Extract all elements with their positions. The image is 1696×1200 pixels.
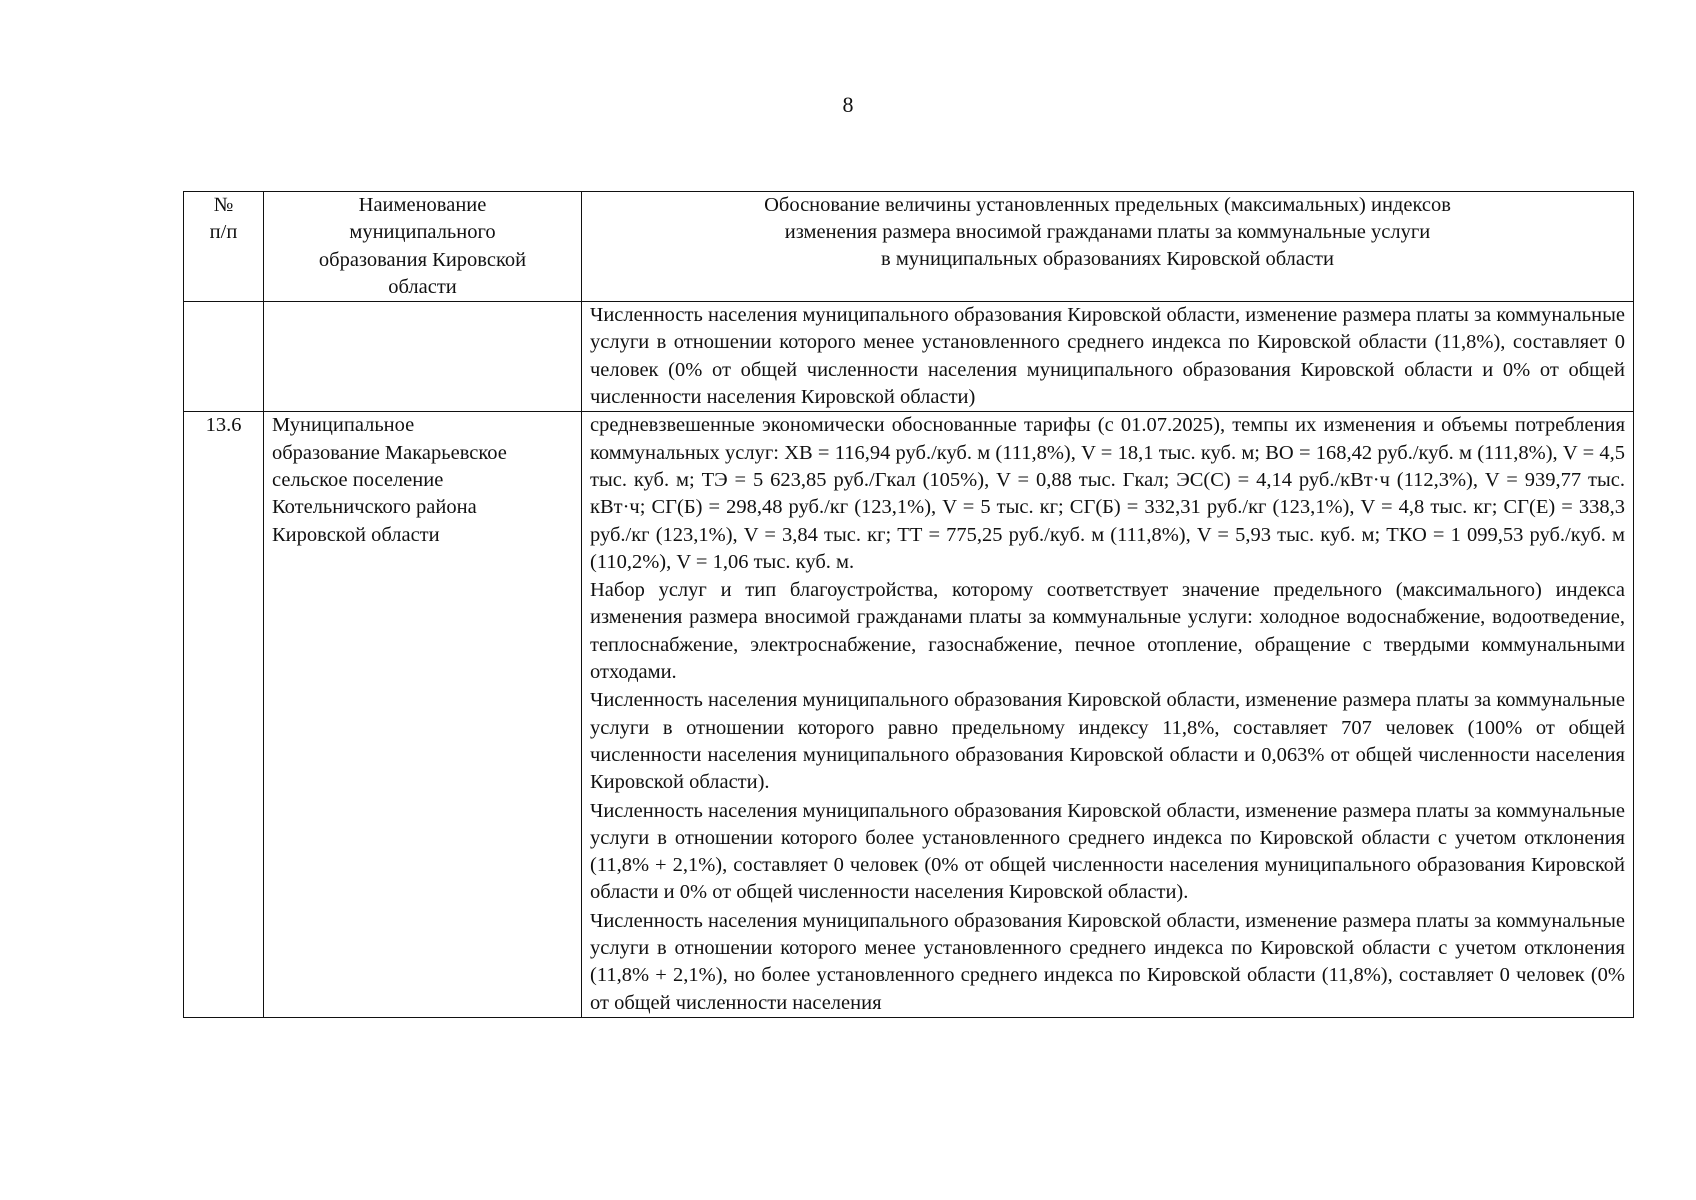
table-row bbox=[184, 412, 1634, 1018]
tariff-index-table bbox=[183, 191, 1634, 1018]
basis-paragraph-population-equal: Численность населения муниципального образования Кировской области, изменение размера платы за коммунальные услуги в отношении которого равно предельному индексу 11,8%, составляет 707 человек (100% от общей численности населения муниципального образования Кировской области и 0,063% от общей численности населения Кировской области). bbox=[590, 689, 1625, 794]
basis-paragraph-population-above: Численность населения муниципального образования Кировской области, изменение размера платы за коммунальные услуги в отношении которого более установленного среднего индекса по Кировской области с учетом отклонения (11,8% + 2,1%), составляет 0 человек (0% от общей численности населения муниципального образования Кировской области и 0% от общей численности населения Кировской области). bbox=[590, 799, 1625, 904]
row-basis bbox=[582, 302, 1634, 412]
table-header-row bbox=[184, 192, 1634, 302]
row-municipality-name: Муниципальное образование Макарьевское сельское поселение Котельничского района Кировской области bbox=[264, 412, 582, 1018]
page-number: 8 bbox=[842, 92, 854, 117]
header-basis: Обоснование величины установленных предельных (максимальных) индексов изменения размера вносимой гражданами платы за коммунальные услуги в муниципальных образованиях Кировской области bbox=[582, 192, 1634, 302]
row-basis bbox=[582, 412, 1634, 1018]
header-number: № п/п bbox=[184, 192, 264, 302]
basis-paragraph-services: Набор услуг и тип благоустройства, которому соответствует значение предельного (максимального) индекса изменения размера вносимой гражданами платы за коммунальные услуги: холодное водоснабжение, водоотведение, теплоснабжение, электроснабжение, газоснабжение, печное отопление, обращение с твердыми коммунальными отходами. bbox=[590, 579, 1625, 684]
row-municipality-name bbox=[264, 302, 582, 412]
header-municipality-name: Наименование муниципального образования Кировской области bbox=[264, 192, 582, 302]
basis-paragraph-tariffs: средневзвешенные экономически обоснованные тарифы (с 01.07.2025), темпы их изменения и объемы потребления коммунальных услуг: ХВ = 116,94 руб./куб. м (111,8%), V = 18,1 тыс. куб. м; ВО = 168,42 руб./куб. м (111,8%), V = 4,5 тыс. куб. м; ТЭ = 5 623,85 руб./Гкал (105%), V = 0,88 тыс. Гкал; ЭС(С) = 4,14 руб./кВт·ч (112,3%), V = 939,77 тыс. кВт·ч; СГ(Б) = 298,48 руб./кг (123,1%), V = 5 тыс. кг; СГ(Б) = 332,31 руб./кг (123,1%), V = 4,8 тыс. кг; СГ(Е) = 338,3 руб./кг (123,1%), V = 3,84 тыс. кг; ТТ = 775,25 руб./куб. м (111,8%), V = 5,93 тыс. куб. м; ТКО = 1 099,53 руб./куб. м (110,2%), V = 1,06 тыс. куб. м. bbox=[590, 414, 1625, 573]
basis-paragraph: Численность населения муниципального образования Кировской области, изменение размера платы за коммунальные услуги в отношении которого менее установленного среднего индекса по Кировской области (11,8%), составляет 0 человек (0% от общей численности населения муниципального образования Кировской области и 0% от общей численности населения Кировской области) bbox=[590, 304, 1625, 409]
row-number bbox=[184, 302, 264, 412]
row-number: 13.6 bbox=[184, 412, 264, 1018]
table-row bbox=[184, 302, 1634, 412]
basis-paragraph-population-between: Численность населения муниципального образования Кировской области, изменение размера платы за коммунальные услуги в отношении которого менее установленного среднего индекса по Кировской области с учетом отклонения (11,8% + 2,1%), но более установленного среднего индекса по Кировской области (11,8%), составляет 0 человек (0% от общей численности населения bbox=[590, 909, 1625, 1014]
